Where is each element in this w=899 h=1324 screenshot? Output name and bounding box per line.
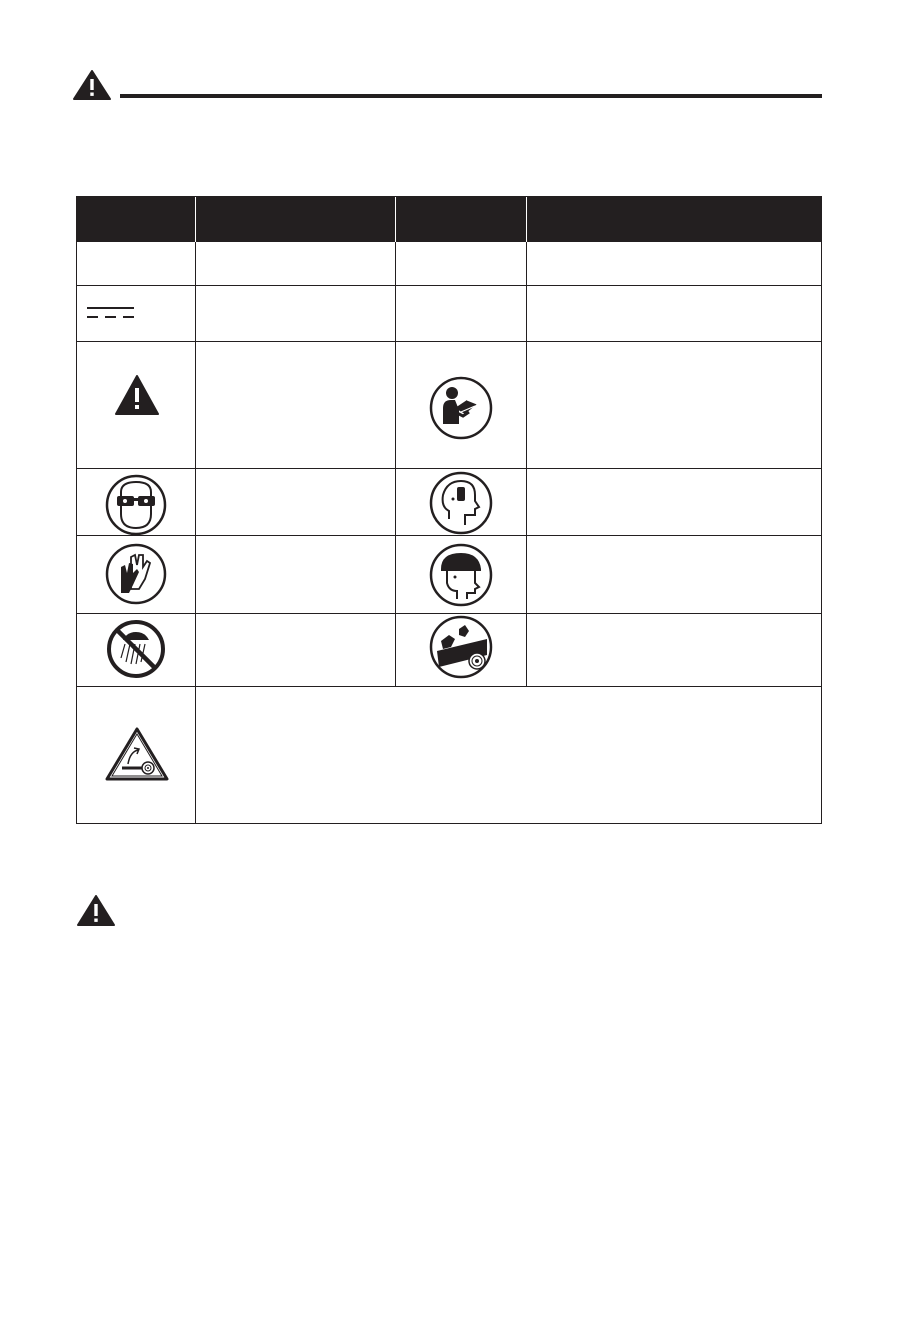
read-manual-icon	[429, 376, 493, 440]
eye-protection-icon	[105, 474, 167, 536]
two-hand-grip-icon	[429, 615, 493, 679]
header-rule	[120, 94, 822, 98]
kickback-warning-icon	[104, 726, 170, 782]
ear-protection-icon	[429, 471, 493, 535]
no-rain-exposure-icon	[105, 618, 167, 680]
symbols-table	[76, 196, 822, 824]
wear-gloves-icon	[105, 543, 167, 605]
direct-current-icon	[87, 305, 135, 321]
warning-triangle-icon	[76, 894, 116, 928]
safety-alert-icon	[114, 374, 160, 416]
table-header	[77, 197, 821, 242]
warning-triangle-icon	[72, 69, 112, 101]
head-protection-icon	[429, 543, 493, 607]
